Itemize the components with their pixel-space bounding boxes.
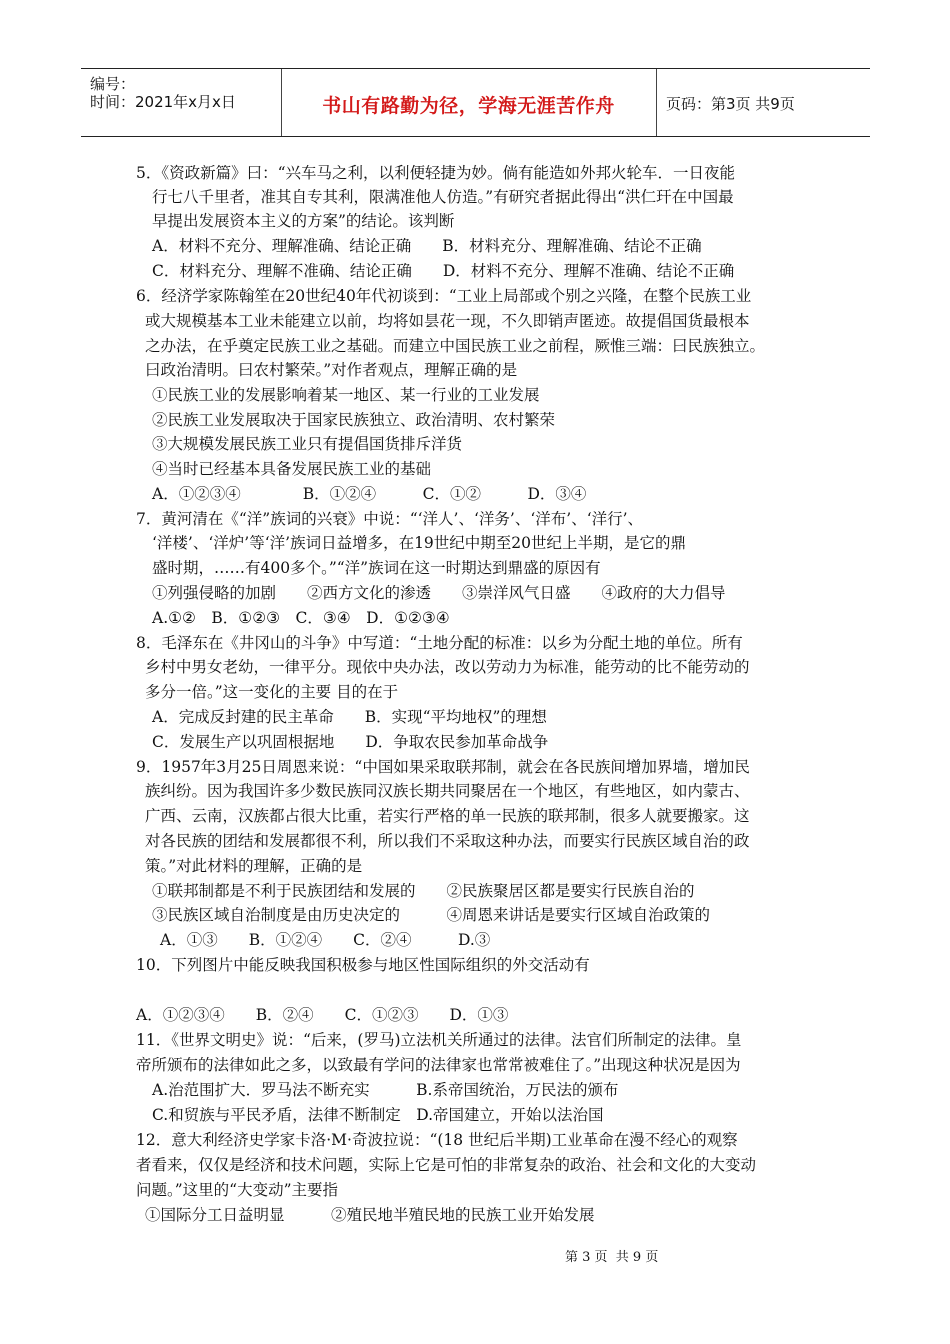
q7-statements: ①列强侵略的加剧 ②西方文化的渗透 ③崇洋风气日盛 ④政府的大力倡导 [152, 584, 726, 602]
q11-option: A.治范围扩大．罗马法不断充实 B.系帝国统治，万民法的颁布 [152, 1081, 619, 1099]
q12-line: 12．意大利经济史学家卡洛·M·奇波拉说：“(18 世纪后半期)工业革命在漫不经心的观察 [136, 1131, 738, 1149]
header-motto-cell [281, 69, 657, 136]
q6-line: 之办法，在乎奠定民族工业之基础。而建立中国民族工业之前程，厥惟三端：曰民族独立。 [145, 337, 766, 355]
q8-option: A．完成反封建的民主革命 B．实现“平均地权”的理想 [152, 708, 547, 726]
q6-line: 曰政治清明。曰农村繁荣。”对作者观点，理解正确的是 [145, 361, 518, 379]
q7-line: 7．黄河清在《“洋”族词的兴衰》中说：“‘洋人’、‘洋务’、‘洋布’、‘洋行’、 [136, 510, 644, 528]
q6-line: 6．经济学家陈翰笙在20世纪40年代初谈到：“工业上局部或个别之兴隆，在整个民族工业 [136, 287, 752, 305]
q9-line: 广西、云南，汉族都占很大比重，若实行严格的单一民族的联邦制，很多人就要搬家。这 [145, 807, 750, 825]
q5-line: 5．《资政新篇》曰：“兴车马之利，以利便轻捷为妙。倘有能造如外邦火轮车．一日夜能 [136, 164, 736, 182]
q9-statements: ③民族区域自治制度是由历史决定的 ④周恩来讲话是要实行区域自治政策的 [152, 906, 711, 924]
q6-statement: ④当时已经基本具备发展民族工业的基础 [152, 460, 432, 478]
q9-line: 对各民族的团结和发展都很不利，所以我们不采取这种办法，而要实行民族区域自治的政 [145, 832, 750, 850]
q5-option: C．材料充分、理解不准确、结论正确 D．材料不充分、理解不准确、结论不正确 [152, 262, 735, 280]
q7-line: 盛时期，……有400多个。”“洋”族词在这一时期达到鼎盛的原因有 [152, 559, 601, 577]
motto: 书山有路勤为径，学海无涯苦作舟 [322, 95, 615, 117]
q8-line: 多分一倍。”这一变化的主要 目的在于 [145, 683, 399, 701]
q6-statement: ①民族工业的发展影响着某一地区、某一行业的工业发展 [152, 386, 540, 404]
q9-line: 族纠纷。因为我国许多少数民族同汉族长期共同聚居在一个地区，有些地区，如内蒙古、 [145, 782, 750, 800]
q6-options: A．①②③④ B．①②④ C．①② D．③④ [152, 485, 587, 503]
q9-line: 9．1957年3月25日周恩来说：“中国如果采取联邦制，就会在各民族间增加界墙，增加民 [136, 758, 750, 776]
q6-line: 或大规模基本工业未能建立以前，均将如昙花一现，不久即销声匿迹。故提倡国货最根本 [145, 312, 750, 330]
q5-line: 早提出发展资本主义的方案”的结论。该判断 [152, 212, 455, 230]
q6-statement: ②民族工业发展取决于国家民族独立、政治清明、农村繁荣 [152, 411, 556, 429]
q7-line: ‘洋楼’、‘洋炉’等‘洋’族词日益增多，在19世纪中期至20世纪上半期，是它的鼎 [152, 534, 687, 552]
time-label: 时间：2021年x月x日 [90, 93, 236, 111]
q10-options: A．①②③④ B．②④ C．①②③ D．①③ [136, 1006, 509, 1024]
code-label: 编号： [90, 75, 136, 93]
q11-line: 11．《世界文明史》说：“后来，(罗马)立法机关所通过的法律。法官们所制定的法律。皇 [136, 1031, 742, 1049]
page-number-label: 页码：第3页 共9页 [666, 95, 795, 113]
q11-line: 帝所颁布的法律如此之多，以致最有学问的法律家也常常被难住了。”出现这种状况是因为 [136, 1056, 741, 1074]
q8-line: 乡村中男女老幼，一律平分。现依中央办法，改以劳动力为标准，能劳动的比不能劳动的 [145, 658, 750, 676]
header-page-cell [656, 69, 870, 136]
q9-line: 策。”对此材料的理解，正确的是 [145, 857, 363, 875]
q8-option: C．发展生产以巩固根据地 D．争取农民参加革命战争 [152, 733, 549, 751]
q9-options: A．①③ B．①②④ C．②④ D.③ [160, 931, 491, 949]
q6-statement: ③大规模发展民族工业只有提倡国货排斥洋货 [152, 435, 463, 453]
q8-line: 8．毛泽东在《井冈山的斗争》中写道：“土地分配的标准：以乡为分配土地的单位。所有 [136, 634, 743, 652]
q10-line: 10．下列图片中能反映我国积极参与地区性国际组织的外交活动有 [136, 956, 590, 974]
q9-statements: ①联邦制都是不利于民族团结和发展的 ②民族聚居区都是要实行民族自治的 [152, 882, 695, 900]
q11-option: C.和贸族与平民矛盾，法律不断制定 D.帝国建立，开始以法治国 [152, 1106, 604, 1124]
page-footer: 第 3 页 共 9 页 [565, 1250, 659, 1265]
q5-line: 行七八千里者，准其自专其利，限满准他人仿造。”有研究者据此得出“洪仁玕在中国最 [152, 188, 734, 206]
q5-option: A．材料不充分、理解准确、结论正确 B．材料充分、理解准确、结论不正确 [152, 237, 702, 255]
page-header [81, 68, 870, 137]
header-meta [81, 69, 282, 136]
q12-statements: ①国际分工日益明显 ②殖民地半殖民地的民族工业开始发展 [145, 1206, 595, 1224]
q12-line: 问题。”这里的“大变动”主要指 [136, 1181, 339, 1199]
q12-line: 者看来，仅仅是经济和技术问题，实际上它是可怕的非常复杂的政治、社会和文化的大变动 [136, 1156, 757, 1174]
q7-options: A.①② B．①②③ C．③④ D．①②③④ [152, 609, 450, 627]
